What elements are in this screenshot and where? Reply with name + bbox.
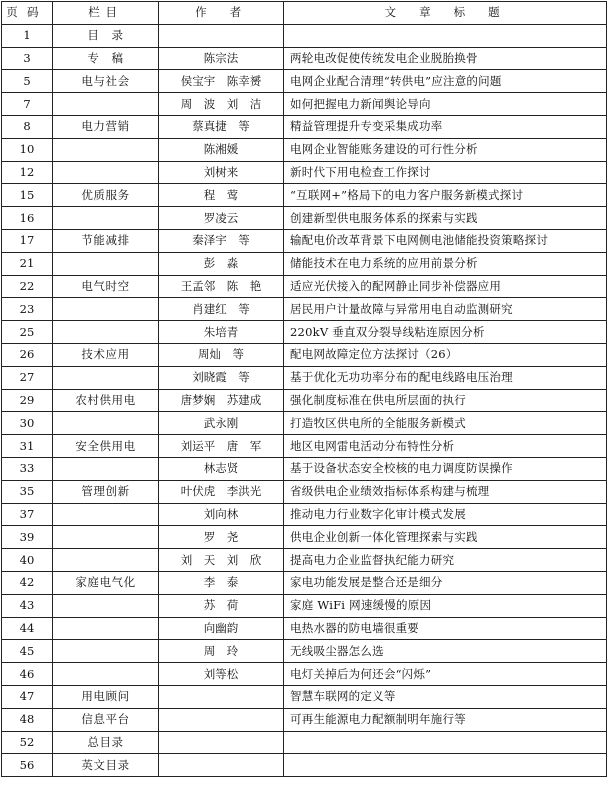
author-cell (159, 685, 284, 708)
article-title-cell: 无线吸尘器怎么选 (284, 640, 607, 663)
page-number-cell: 52 (2, 731, 53, 754)
article-title-cell: 家电功能发展是整合还是细分 (284, 571, 607, 594)
page-number-cell: 42 (2, 571, 53, 594)
column-name-cell (53, 617, 159, 640)
author-cell: 林志贤 (159, 457, 284, 480)
table-row (2, 275, 607, 298)
article-title-cell: 精益管理提升专变采集成功率 (284, 115, 607, 138)
article-title-cell: 基于设备状态安全校核的电力调度防误操作 (284, 457, 607, 480)
author-cell: 罗凌云 (159, 207, 284, 230)
page-number-cell: 48 (2, 708, 53, 731)
column-name-cell: 节能减排 (53, 229, 159, 252)
table-row (2, 321, 607, 344)
author-cell: 刘运平 唐 军 (159, 435, 284, 458)
column-name-cell (53, 503, 159, 526)
page-number-cell: 17 (2, 229, 53, 252)
table-row (2, 480, 607, 503)
column-name-cell: 用电顾问 (53, 685, 159, 708)
header-row (2, 2, 607, 25)
table-row (2, 503, 607, 526)
author-cell: 向幽韵 (159, 617, 284, 640)
table-row (2, 207, 607, 230)
author-cell: 唐梦娴 苏建成 (159, 389, 284, 412)
page-number-cell: 35 (2, 480, 53, 503)
article-title-cell: 强化制度标准在供电所层面的执行 (284, 389, 607, 412)
column-name-cell: 安全供用电 (53, 435, 159, 458)
author-cell: 周 玲 (159, 640, 284, 663)
author-cell (159, 731, 284, 754)
author-cell: 刘向林 (159, 503, 284, 526)
author-cell: 彭 淼 (159, 252, 284, 275)
table-row (2, 412, 607, 435)
author-cell: 刘树来 (159, 161, 284, 184)
table-row (2, 366, 607, 389)
page-number-cell: 30 (2, 412, 53, 435)
table-row (2, 115, 607, 138)
column-name-cell: 电与社会 (53, 70, 159, 93)
column-name-cell (53, 457, 159, 480)
author-cell: 王孟邻 陈 艳 (159, 275, 284, 298)
article-title-cell (284, 24, 607, 47)
table-row (2, 663, 607, 686)
article-title-cell: 配电网故障定位方法探讨（26） (284, 343, 607, 366)
article-title-cell: 创建新型供电服务体系的探索与实践 (284, 207, 607, 230)
article-title-cell: 输配电价改革背景下电网侧电池储能投资策略探讨 (284, 229, 607, 252)
page-number-cell: 31 (2, 435, 53, 458)
article-title-cell: “互联网+”格局下的电力客户服务新模式探讨 (284, 184, 607, 207)
article-title-cell: 地区电网雷电活动分布特性分析 (284, 435, 607, 458)
author-cell: 叶伏虎 李洪光 (159, 480, 284, 503)
author-cell: 周 波 刘 洁 (159, 93, 284, 116)
author-cell: 罗 尧 (159, 526, 284, 549)
page-number-cell: 15 (2, 184, 53, 207)
author-cell: 武永刚 (159, 412, 284, 435)
column-name-cell (53, 663, 159, 686)
column-name-cell: 信息平台 (53, 708, 159, 731)
article-title-cell: 打造牧区供电所的全能服务新模式 (284, 412, 607, 435)
article-title-cell: 220kV 垂直双分裂导线粘连原因分析 (284, 321, 607, 344)
table-row (2, 138, 607, 161)
page-number-cell: 43 (2, 594, 53, 617)
author-cell: 刘 天 刘 欣 (159, 549, 284, 572)
page-number-cell: 44 (2, 617, 53, 640)
column-name-cell (53, 161, 159, 184)
article-title-cell: 居民用户计量故障与异常用电自动监测研究 (284, 298, 607, 321)
author-cell: 李 泰 (159, 571, 284, 594)
page-number-cell: 37 (2, 503, 53, 526)
author-cell: 刘晓霞 等 (159, 366, 284, 389)
author-cell (159, 24, 284, 47)
header-author: 作 者 (159, 2, 284, 25)
table-row (2, 184, 607, 207)
page-number-cell: 22 (2, 275, 53, 298)
column-name-cell (53, 366, 159, 389)
column-name-cell: 管理创新 (53, 480, 159, 503)
page-number-cell: 40 (2, 549, 53, 572)
table-row (2, 93, 607, 116)
article-title-cell (284, 754, 607, 777)
author-cell: 蔡真捷 等 (159, 115, 284, 138)
page-number-cell: 27 (2, 366, 53, 389)
table-row (2, 640, 607, 663)
page-number-cell: 29 (2, 389, 53, 412)
article-title-cell: 供电企业创新一体化管理探索与实践 (284, 526, 607, 549)
table-row (2, 708, 607, 731)
table-row (2, 298, 607, 321)
column-name-cell: 英文目录 (53, 754, 159, 777)
page-number-cell: 23 (2, 298, 53, 321)
author-cell: 苏 荷 (159, 594, 284, 617)
page-number-cell: 7 (2, 93, 53, 116)
table-row (2, 594, 607, 617)
toc-body (2, 24, 607, 776)
author-cell: 刘等松 (159, 663, 284, 686)
column-name-cell (53, 526, 159, 549)
page-number-cell: 46 (2, 663, 53, 686)
table-row (2, 754, 607, 777)
column-name-cell (53, 138, 159, 161)
article-title-cell: 适应光伏接入的配网静止同步补偿器应用 (284, 275, 607, 298)
table-row (2, 343, 607, 366)
column-name-cell: 电力营销 (53, 115, 159, 138)
table-row (2, 457, 607, 480)
column-name-cell: 总目录 (53, 731, 159, 754)
column-name-cell (53, 93, 159, 116)
article-title-cell: 电热水器的防电墙很重要 (284, 617, 607, 640)
table-row (2, 549, 607, 572)
article-title-cell: 家庭 WiFi 网速缓慢的原因 (284, 594, 607, 617)
article-title-cell: 新时代下用电检查工作探讨 (284, 161, 607, 184)
column-name-cell: 农村供用电 (53, 389, 159, 412)
table-row (2, 24, 607, 47)
article-title-cell: 基于优化无功功率分布的配电线路电压治理 (284, 366, 607, 389)
column-name-cell: 专 稿 (53, 47, 159, 70)
author-cell (159, 708, 284, 731)
author-cell: 陈宗法 (159, 47, 284, 70)
table-row (2, 617, 607, 640)
table-row (2, 252, 607, 275)
author-cell: 侯宝宇 陈幸赟 (159, 70, 284, 93)
column-name-cell (53, 594, 159, 617)
column-name-cell (53, 298, 159, 321)
column-name-cell: 电气时空 (53, 275, 159, 298)
article-title-cell: 可再生能源电力配额制明年施行等 (284, 708, 607, 731)
page-number-cell: 5 (2, 70, 53, 93)
page-number-cell: 1 (2, 24, 53, 47)
table-row (2, 389, 607, 412)
page-number-cell: 33 (2, 457, 53, 480)
article-title-cell: 电网企业配合清理“转供电”应注意的问题 (284, 70, 607, 93)
article-title-cell: 电网企业智能账务建设的可行性分析 (284, 138, 607, 161)
article-title-cell: 储能技术在电力系统的应用前景分析 (284, 252, 607, 275)
header-page: 页码 (2, 2, 53, 25)
author-cell: 朱培青 (159, 321, 284, 344)
article-title-cell: 省级供电企业绩效指标体系构建与梳理 (284, 480, 607, 503)
column-name-cell: 技术应用 (53, 343, 159, 366)
page-number-cell: 25 (2, 321, 53, 344)
page-number-cell: 10 (2, 138, 53, 161)
table-row (2, 571, 607, 594)
page-number-cell: 21 (2, 252, 53, 275)
page-number-cell: 16 (2, 207, 53, 230)
header-column: 栏目 (53, 2, 159, 25)
author-cell: 肖建红 等 (159, 298, 284, 321)
column-name-cell (53, 252, 159, 275)
author-cell: 程 莺 (159, 184, 284, 207)
column-name-cell (53, 321, 159, 344)
page-number-cell: 47 (2, 685, 53, 708)
page-number-cell: 3 (2, 47, 53, 70)
column-name-cell (53, 549, 159, 572)
table-of-contents (1, 1, 607, 777)
column-name-cell: 目 录 (53, 24, 159, 47)
article-title-cell: 如何把握电力新闻舆论导向 (284, 93, 607, 116)
column-name-cell: 优质服务 (53, 184, 159, 207)
page-number-cell: 56 (2, 754, 53, 777)
page-number-cell: 8 (2, 115, 53, 138)
article-title-cell (284, 731, 607, 754)
article-title-cell: 两轮电改促使传统发电企业脱胎换骨 (284, 47, 607, 70)
author-cell: 周灿 等 (159, 343, 284, 366)
table-row (2, 70, 607, 93)
article-title-cell: 智慧车联网的定义等 (284, 685, 607, 708)
column-name-cell (53, 412, 159, 435)
page-number-cell: 12 (2, 161, 53, 184)
article-title-cell: 提高电力企业监督执纪能力研究 (284, 549, 607, 572)
column-name-cell (53, 207, 159, 230)
page-number-cell: 45 (2, 640, 53, 663)
author-cell (159, 754, 284, 777)
column-name-cell (53, 640, 159, 663)
table-row (2, 47, 607, 70)
table-row (2, 435, 607, 458)
column-name-cell: 家庭电气化 (53, 571, 159, 594)
table-row (2, 161, 607, 184)
page-number-cell: 39 (2, 526, 53, 549)
article-title-cell: 推动电力行业数字化审计模式发展 (284, 503, 607, 526)
table-row (2, 526, 607, 549)
author-cell: 秦泽宇 等 (159, 229, 284, 252)
table-row (2, 731, 607, 754)
page-number-cell: 26 (2, 343, 53, 366)
table-row (2, 685, 607, 708)
table-row (2, 229, 607, 252)
header-title: 文 章 标 题 (284, 2, 607, 25)
article-title-cell: 电灯关掉后为何还会“闪烁” (284, 663, 607, 686)
author-cell: 陈湘媛 (159, 138, 284, 161)
